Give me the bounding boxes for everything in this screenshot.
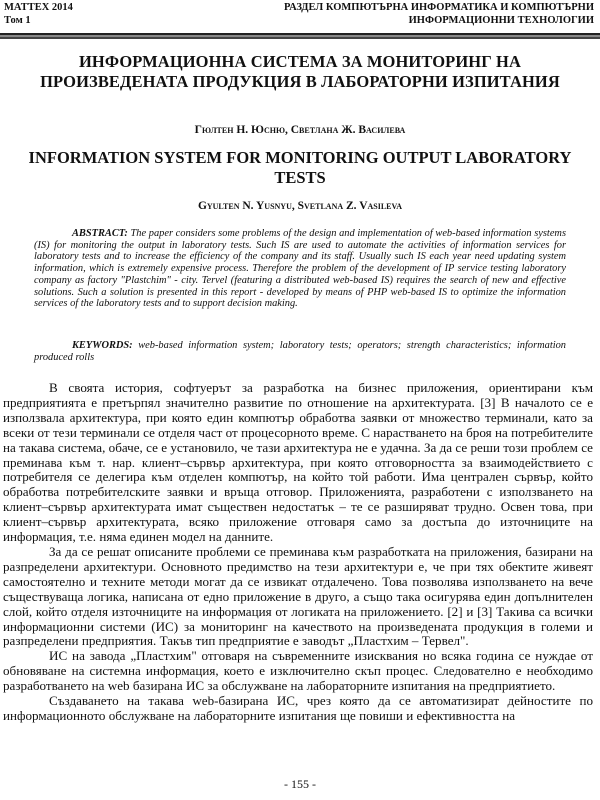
body-text <box>3 381 593 724</box>
body-paragraph: Създаването на такава web-базирана ИС, чрез която да се автоматизират дейностите по информационното обслужване на лабораторните изпитания ще повиши и ефективността на <box>3 693 593 723</box>
header-right <box>284 2 594 27</box>
title-bulgarian <box>0 52 600 92</box>
abstract <box>34 228 566 310</box>
header-divider <box>0 33 600 39</box>
abstract-label: ABSTRACT: <box>72 228 128 239</box>
header-left <box>4 2 73 27</box>
authors-english: Gyulten N. Yusnyu, Svetlana Z. Vasileva <box>197 200 403 212</box>
body-paragraph: За да се решат описаните проблеми се преминава към разработката на приложения, базирани на разпределени архитектури. Основното предимство на тези архитектури е, че при тях обектите живеят самостоятелно и техните методи могат да се извикат отдалечено. Това позволява използването на вече съществуваща логика, написана от едно приложение в друго, а също така осигурява един допълнителен слой, който отделя източниците на информация от логиката на приложението. [2] и [3] Такива са всички информационни системи (ИС) за мониторинг на качеството на произведената продукция в големи и разпределени предприятия. Такъв тип предприятие е заводът „Пластхим – Тервел". <box>3 543 593 649</box>
keywords <box>34 340 566 363</box>
keywords-label: KEYWORDS: <box>72 340 133 351</box>
keywords-text: web-based information system; laboratory tests; operators; strength characteristics; information produced rolls <box>34 340 566 363</box>
journal-name: MATTEX 2014 <box>4 2 73 13</box>
running-header <box>4 2 594 32</box>
volume-label: Том 1 <box>4 14 31 26</box>
abstract-text: The paper considers some problems of the design and implementation of web-based information systems (IS) for monitoring the output in laboratory tests. Such IS are used to automate the activities of information services for laboratory tests and to increase the efficiency of the company and its staff. Usually such IS each year need updating system information, which is extremely expensive process. Therefore the problem of the development of IP service testing laboratory company as factory "Plastchim" - city. Tervel (featuring a distributed web-based IS) requires the search of new and effective solutions. Such a solution is presented in this report - developed by means of PHP web-based IS to optimize the information services of the laboratory tests and to support decision making. <box>34 228 566 310</box>
title-english: INFORMATION SYSTEM FOR MONITORING OUTPUT LABORATORY TESTS <box>28 148 572 187</box>
authors-bulgarian: Гюлтен Н. Юсню, Светлана Ж. Василева <box>194 124 406 136</box>
section-line-1: РАЗДЕЛ КОМПЮТЪРНА ИНФОРМАТИКА И КОМПЮТЪРНИ <box>284 2 594 13</box>
title-bg-line-1: ИНФОРМАЦИОННА СИСТЕМА ЗА МОНИТОРИНГ НА <box>78 52 521 71</box>
body-paragraph: ИС на завода „Пластхим" отговаря на съвременните изисквания но всяка година се нуждае от обновяване на системна информация, което е изключително скъп процес. Следователно е необходимо разработването на web базирана ИС за обслужване на лабораторните изпитания на предприятието. <box>3 648 593 694</box>
page-number: - 155 - <box>284 777 316 791</box>
body-paragraph: В своята история, софтуерът за разработка на бизнес приложения, ориентирани към предприятията е претърпял значително развитие по отношение на архитектурата. [3] В началото се е използвала архитектура, при която един компютър обработва заявки от множество терминали, като за всеки от тези терминали се отделя част от процесорното време. С нарастването на броя на потребителите на такава система, обаче, се е установило, че тази архитектура не е удачна. За да се реши този проблем се преминава към т. нар. клиент–сървър архитектура, при която отговорността за взаимодействието с потребителя се делегира към отделен компютър, на който той работи. Има централен сървър, който обработва потребителските заявки и връща отговор. Приложенията, разработени с използването на клиент–сървър архитектурата имат съществен недостатък – те се разширяват трудно. Освен това, при клиент–сървър архитектурата, всяко приложение отговаря само за достъпа до източниците на информация, т.е. няма единен модел на данните. <box>3 380 593 545</box>
section-line-2: ИНФОРМАЦИОННИ ТЕХНОЛОГИИ <box>408 14 594 26</box>
title-bg-line-2: ПРОИЗВЕДЕНАТА ПРОДУКЦИЯ В ЛАБОРАТОРНИ ИЗПИТАНИЯ <box>40 72 560 91</box>
